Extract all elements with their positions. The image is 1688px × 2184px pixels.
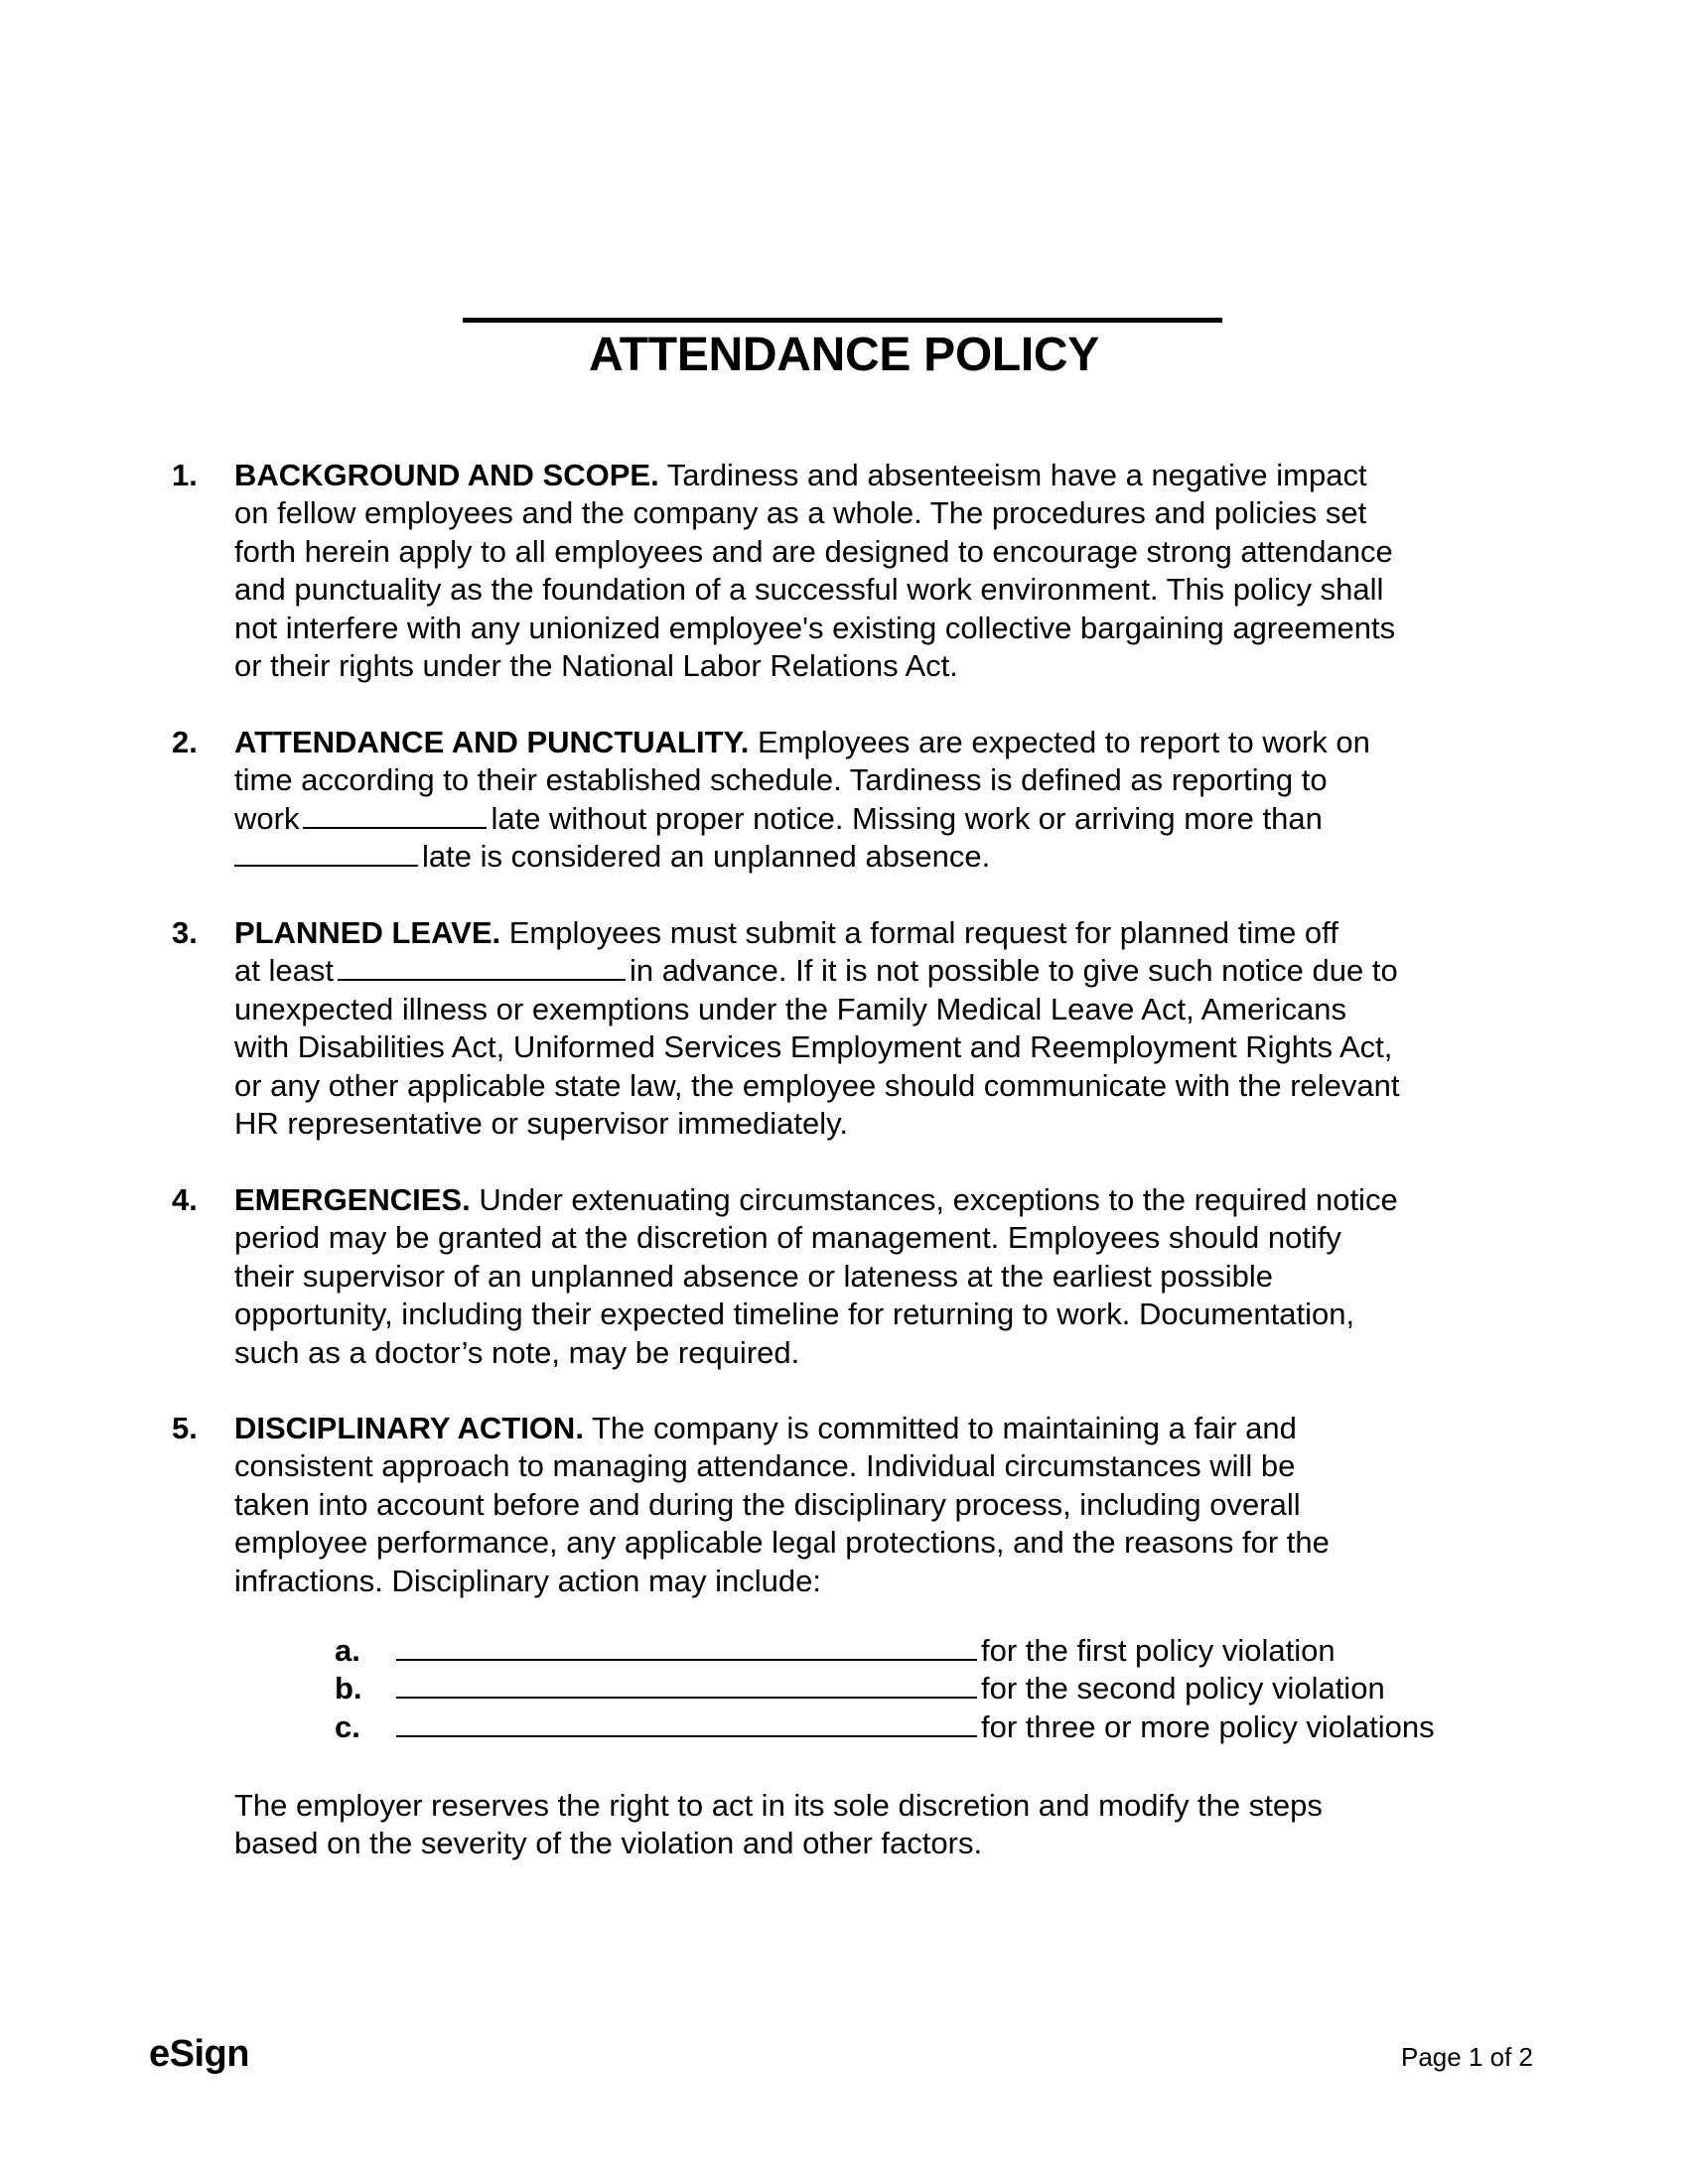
section-number: 1. (172, 458, 198, 492)
disciplinary-step-second (335, 1670, 1526, 1707)
title-signature-line (463, 318, 1222, 323)
page-number: Page 1 of 2 (1401, 2042, 1533, 2072)
section-line: unexpected illness or exemptions under the Family Medical Leave Act, Americans (234, 991, 1347, 1026)
section-line: DISCIPLINARY ACTION. The company is committed to maintaining a fair and (234, 1411, 1297, 1445)
section-line: EMERGENCIES. Under extenuating circumstances, exceptions to the required notice (234, 1182, 1398, 1217)
section-line: with Disabilities Act, Uniformed Services Employment and Reemployment Rights Act, (234, 1029, 1393, 1065)
step-letter: a. (335, 1633, 360, 1668)
section-line: period may be granted at the discretion of management. Employees should notify (234, 1220, 1341, 1256)
absence-threshold-blank[interactable] (234, 841, 418, 867)
section-line: or their rights under the National Labor Relations Act. (234, 647, 958, 683)
section-body (234, 1181, 1500, 1372)
third-violation-action-blank[interactable] (396, 1711, 977, 1737)
closing-line: The employer reserves the right to act in its sole discretion and modify the steps (234, 1788, 1323, 1823)
section-body (234, 724, 1500, 877)
closing-line: based on the severity of the violation and other factors. (234, 1826, 983, 1861)
step-description: for the first policy violation (981, 1633, 1336, 1668)
section-body (234, 1410, 1500, 1600)
section-line: PLANNED LEAVE. Employees must submit a formal request for planned time off (234, 915, 1338, 950)
section-line: ATTENDANCE AND PUNCTUALITY. Employees are expected to report to work on (234, 725, 1370, 759)
section-number: 5. (172, 1411, 198, 1445)
section-line: on fellow employees and the company as a whole. The procedures and policies set (234, 495, 1367, 531)
advance-notice-blank[interactable] (338, 955, 626, 981)
section-line: HR representative or supervisor immediately. (234, 1105, 848, 1141)
section-heading: EMERGENCIES. (234, 1182, 471, 1217)
section-line: BACKGROUND AND SCOPE. Tardiness and absenteeism have a negative impact (234, 458, 1367, 492)
section-heading: ATTENDANCE AND PUNCTUALITY. (234, 725, 750, 759)
disciplinary-step-third (335, 1708, 1526, 1746)
section-body (234, 914, 1500, 1143)
section-line: such as a doctor’s note, may be required. (234, 1334, 800, 1370)
section-line: not interfere with any unionized employee's existing collective bargaining agreements (234, 610, 1396, 645)
section-line: at least in advance. If it is not possible to give such notice due to (234, 953, 1398, 989)
second-violation-action-blank[interactable] (396, 1673, 977, 1699)
section-body (234, 457, 1500, 685)
section-number: 2. (172, 725, 198, 759)
section-number: 3. (172, 915, 198, 950)
section-line: opportunity, including their expected timeline for returning to work. Documentation, (234, 1297, 1355, 1332)
section-line: forth herein apply to all employees and are designed to encourage strong attendance (234, 533, 1393, 569)
section-line: infractions. Disciplinary action may include: (234, 1563, 821, 1598)
section-line: work late without proper notice. Missing work or arriving more than (234, 800, 1323, 836)
tardiness-threshold-blank[interactable] (303, 803, 487, 829)
section-line: or any other applicable state law, the employee should communicate with the relevant (234, 1067, 1400, 1103)
section-number: 4. (172, 1182, 198, 1217)
step-letter: b. (335, 1671, 362, 1706)
section-line: time according to their established schedule. Tardiness is defined as reporting to (234, 762, 1328, 798)
section-line: taken into account before and during the disciplinary process, including overall (234, 1486, 1301, 1522)
section-line: and punctuality as the foundation of a successful work environment. This policy shall (234, 572, 1384, 608)
esign-logo: eSign (149, 2033, 249, 2075)
step-description: for three or more policy violations (981, 1708, 1435, 1744)
section-heading: PLANNED LEAVE. (234, 915, 501, 950)
section-heading: BACKGROUND AND SCOPE. (234, 458, 659, 492)
disciplinary-step-first (335, 1632, 1526, 1670)
section-line: employee performance, any applicable legal protections, and the reasons for the (234, 1525, 1330, 1561)
section-line: late is considered an unplanned absence. (234, 838, 1500, 876)
section-line: consistent approach to managing attendance. Individual circumstances will be (234, 1448, 1296, 1484)
section-heading: DISCIPLINARY ACTION. (234, 1411, 584, 1445)
step-letter: c. (335, 1708, 360, 1744)
section-line: their supervisor of an unplanned absence or lateness at the earliest possible (234, 1258, 1274, 1294)
step-description: for the second policy violation (981, 1671, 1385, 1706)
first-violation-action-blank[interactable] (396, 1635, 977, 1661)
disciplinary-steps-list (335, 1632, 1526, 1746)
document-title: ATTENDANCE POLICY (588, 329, 1100, 381)
closing-paragraph (234, 1787, 1500, 1863)
